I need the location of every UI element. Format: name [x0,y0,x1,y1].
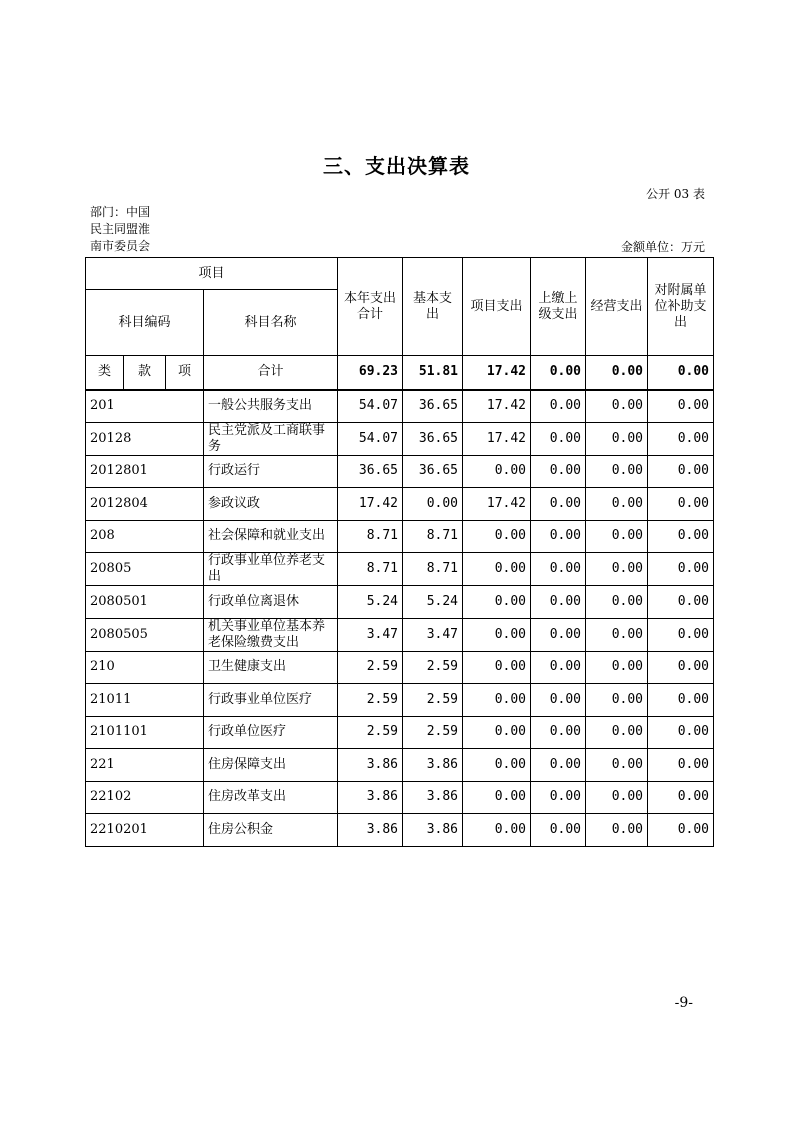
table-row [86,651,714,684]
table-row [86,716,714,749]
header-lei: 类 [86,356,124,390]
row-code: 21011 [86,684,204,717]
row-total: 17.42 [338,488,403,521]
total-upper: 0.00 [531,356,586,390]
row-upper: 0.00 [531,520,586,553]
row-project: 0.00 [463,455,531,488]
row-code: 2012801 [86,455,204,488]
row-project: 0.00 [463,586,531,619]
table-row [86,618,714,651]
row-upper: 0.00 [531,814,586,847]
department-line: 部门：中国 [90,205,151,219]
header-xiang: 项 [166,356,204,390]
page-number: -9- [674,995,693,1011]
total-business: 0.00 [586,356,648,390]
row-name: 社会保障和就业支出 [204,520,338,553]
sum-label: 合计 [204,356,338,390]
row-project: 0.00 [463,520,531,553]
row-code: 2080505 [86,618,204,651]
department-line: 南市委员会 [90,239,151,253]
row-upper: 0.00 [531,618,586,651]
row-upper: 0.00 [531,390,586,423]
row-subsidy: 0.00 [648,814,714,847]
row-business: 0.00 [586,488,648,521]
row-name: 参政议政 [204,488,338,521]
row-total: 3.86 [338,814,403,847]
row-subsidy: 0.00 [648,781,714,814]
row-upper: 0.00 [531,553,586,586]
row-total: 2.59 [338,684,403,717]
row-total: 3.86 [338,749,403,782]
row-name: 住房保障支出 [204,749,338,782]
header-total: 本年支出合计 [338,258,403,356]
row-upper: 0.00 [531,455,586,488]
row-project: 0.00 [463,553,531,586]
header-business: 经营支出 [586,258,648,356]
header-basic: 基本支出 [403,258,463,356]
row-project: 0.00 [463,651,531,684]
row-business: 0.00 [586,781,648,814]
row-subsidy: 0.00 [648,749,714,782]
table-row [86,586,714,619]
row-upper: 0.00 [531,488,586,521]
row-basic: 8.71 [403,520,463,553]
header-project: 项目支出 [463,258,531,356]
row-basic: 36.65 [403,422,463,455]
row-total: 8.71 [338,553,403,586]
row-basic: 3.86 [403,781,463,814]
row-name: 行政运行 [204,455,338,488]
row-basic: 3.47 [403,618,463,651]
table-row [86,749,714,782]
header-code: 科目编码 [86,290,204,356]
row-upper: 0.00 [531,422,586,455]
row-code: 2012804 [86,488,204,521]
total-subsidy: 0.00 [648,356,714,390]
row-upper: 0.00 [531,684,586,717]
row-upper: 0.00 [531,781,586,814]
row-project: 0.00 [463,684,531,717]
row-basic: 8.71 [403,553,463,586]
total-project: 17.42 [463,356,531,390]
row-business: 0.00 [586,618,648,651]
row-total: 54.07 [338,390,403,423]
row-total: 8.71 [338,520,403,553]
header-item: 项目 [86,258,338,290]
header-subsidy: 对附属单位补助支出 [648,258,714,356]
row-basic: 2.59 [403,684,463,717]
row-business: 0.00 [586,455,648,488]
row-project: 17.42 [463,422,531,455]
row-name: 卫生健康支出 [204,651,338,684]
row-subsidy: 0.00 [648,651,714,684]
row-name: 行政单位医疗 [204,716,338,749]
row-subsidy: 0.00 [648,586,714,619]
form-number: 公开 03 表 [646,187,705,201]
row-subsidy: 0.00 [648,422,714,455]
row-name: 住房公积金 [204,814,338,847]
row-project: 0.00 [463,749,531,782]
row-code: 2101101 [86,716,204,749]
row-subsidy: 0.00 [648,520,714,553]
row-upper: 0.00 [531,716,586,749]
row-total: 5.24 [338,586,403,619]
row-business: 0.00 [586,390,648,423]
row-business: 0.00 [586,586,648,619]
row-basic: 0.00 [403,488,463,521]
row-subsidy: 0.00 [648,716,714,749]
row-code: 20128 [86,422,204,455]
department-line: 民主同盟淮 [90,222,151,236]
row-basic: 5.24 [403,586,463,619]
row-subsidy: 0.00 [648,488,714,521]
row-name: 机关事业单位基本养老保险缴费支出 [204,618,338,651]
row-code: 2080501 [86,586,204,619]
row-code: 201 [86,390,204,423]
table-row [86,520,714,553]
row-name: 行政事业单位医疗 [204,684,338,717]
row-business: 0.00 [586,553,648,586]
table-row [86,455,714,488]
row-subsidy: 0.00 [648,390,714,423]
row-total: 2.59 [338,716,403,749]
row-name: 民主党派及工商联事务 [204,422,338,455]
row-code: 221 [86,749,204,782]
row-business: 0.00 [586,520,648,553]
table-row [86,422,714,455]
table-row [86,781,714,814]
department-label [90,204,150,255]
row-business: 0.00 [586,814,648,847]
row-basic: 2.59 [403,651,463,684]
row-basic: 2.59 [403,716,463,749]
row-name: 行政单位离退休 [204,586,338,619]
table-row [86,488,714,521]
row-project: 0.00 [463,781,531,814]
row-total: 54.07 [338,422,403,455]
amount-unit: 金额单位：万元 [620,240,705,254]
total-total: 69.23 [338,356,403,390]
page-title: 三、支出决算表 [323,154,470,178]
row-name: 一般公共服务支出 [204,390,338,423]
row-code: 208 [86,520,204,553]
row-total: 3.86 [338,781,403,814]
row-business: 0.00 [586,749,648,782]
total-basic: 51.81 [403,356,463,390]
row-project: 0.00 [463,814,531,847]
row-subsidy: 0.00 [648,684,714,717]
header-name: 科目名称 [204,290,338,356]
row-subsidy: 0.00 [648,455,714,488]
row-subsidy: 0.00 [648,618,714,651]
row-basic: 36.65 [403,390,463,423]
row-total: 2.59 [338,651,403,684]
row-basic: 3.86 [403,749,463,782]
row-business: 0.00 [586,716,648,749]
header-upper: 上缴上级支出 [531,258,586,356]
row-name: 住房改革支出 [204,781,338,814]
row-code: 20805 [86,553,204,586]
table-row [86,814,714,847]
row-subsidy: 0.00 [648,553,714,586]
row-code: 210 [86,651,204,684]
row-project: 17.42 [463,488,531,521]
row-total: 36.65 [338,455,403,488]
row-code: 2210201 [86,814,204,847]
row-project: 17.42 [463,390,531,423]
table-row [86,390,714,423]
row-project: 0.00 [463,618,531,651]
row-name: 行政事业单位养老支出 [204,553,338,586]
row-total: 3.47 [338,618,403,651]
expenditure-table [85,257,714,847]
row-project: 0.00 [463,716,531,749]
row-upper: 0.00 [531,651,586,684]
row-business: 0.00 [586,651,648,684]
row-upper: 0.00 [531,586,586,619]
row-business: 0.00 [586,684,648,717]
row-basic: 3.86 [403,814,463,847]
row-upper: 0.00 [531,749,586,782]
table-row [86,553,714,586]
row-business: 0.00 [586,422,648,455]
table-row [86,684,714,717]
row-code: 22102 [86,781,204,814]
header-kuan: 款 [124,356,166,390]
row-basic: 36.65 [403,455,463,488]
